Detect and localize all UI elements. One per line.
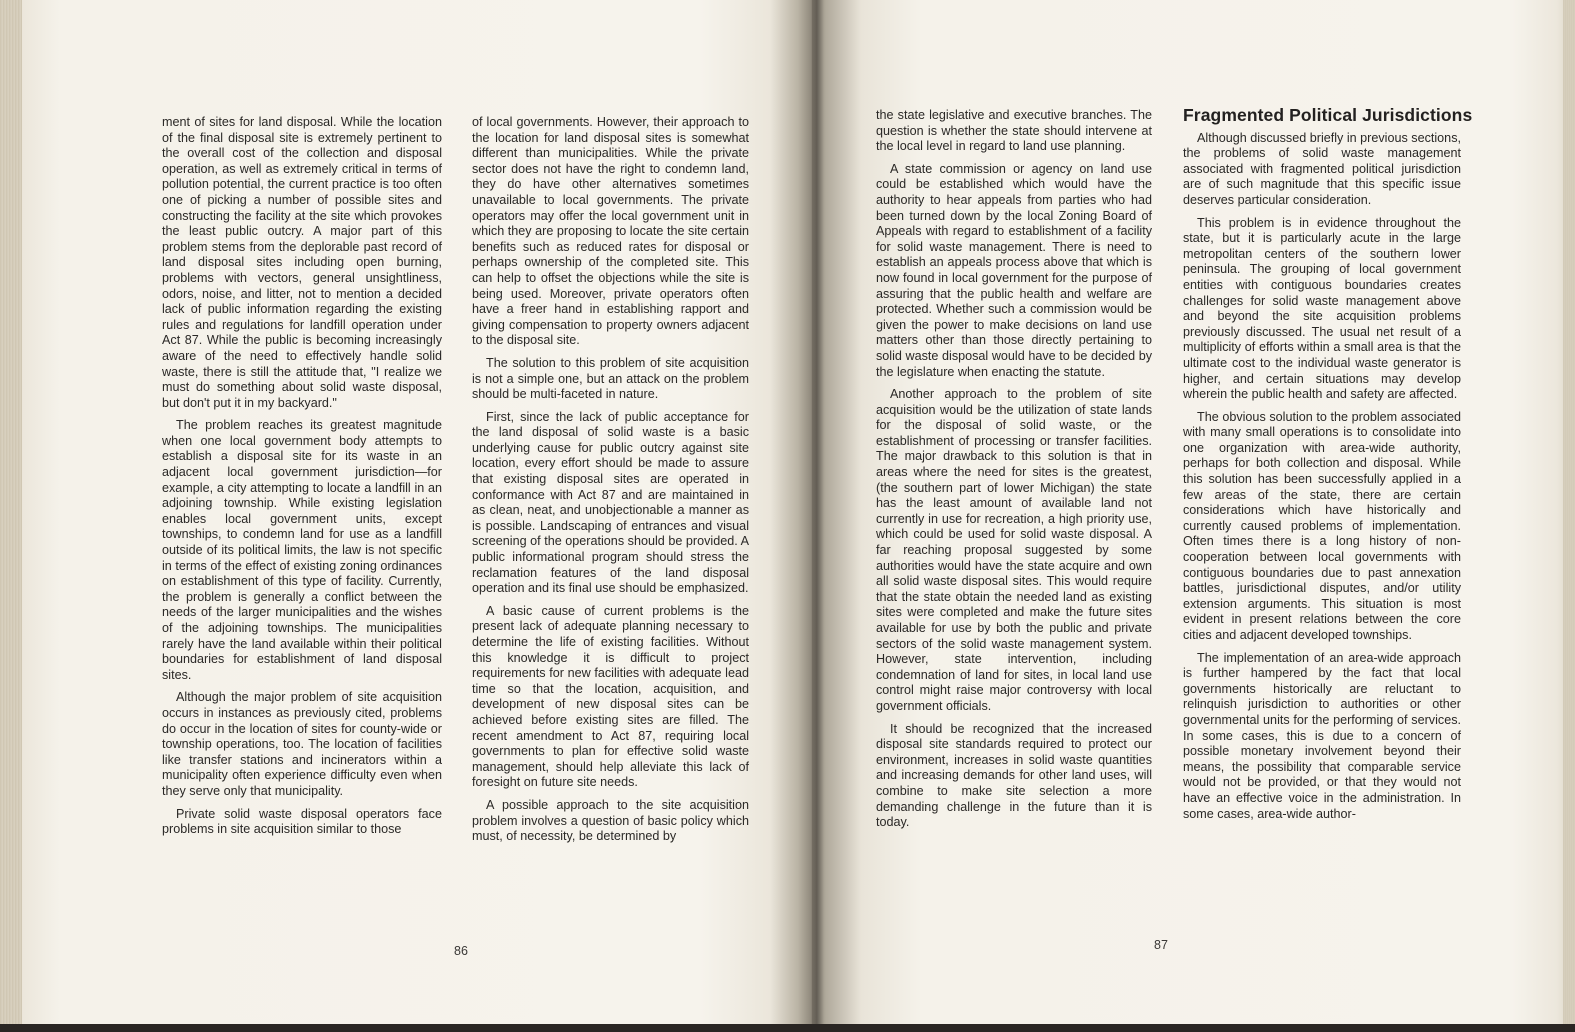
right-page — [812, 0, 1575, 1032]
page-edge-stack — [0, 0, 22, 1032]
paragraph: The obvious solution to the problem associated with many small operations is to consolidate into one organization with area-wide authority, perhaps for both collection and disposal. While this solution has been successfully applied in a few areas of the state, there are certain considerations which have historically and currently caused problems of implementation. Often times there is a long history of non-cooperation between local governments with contiguous boundaries due to past annexation battles, jurisdictional disputes, and/or utility extension arguments. This situation is most evident in present relations between the core cities and adjacent developed townships. — [1183, 409, 1461, 642]
paragraph: Another approach to the problem of site acquisition would be the utilization of state lands for the disposal of solid waste, or the establishment of processing or transfer facilities. The major drawback to this solution is that in areas where the need for sites is the greatest, (the southern part of lower Michigan) the state has the least amount of available land not currently in use for recreation, a high priority use, which could be used for solid waste disposal. A far reaching proposal suggested by some authorities would have the state acquire and own all solid waste disposal sites. This would require that the state obtain the needed land as existing sites were completed and make the future sites available for use by both the public and private sectors of the solid waste management system. However, state intervention, including condemnation of land for sites, in local land use control might raise major controversy with local government officials. — [876, 387, 1152, 713]
paragraph: A basic cause of current problems is the present lack of adequate planning necessary to determine the life of existing facilities. Without this knowledge it is difficult to project requirements for new facilities with adequate lead time so that the location, acquisition, and development of new disposal sites can be achieved before existing sites are filled. The recent amendment to Act 87, requiring local governments to plan for effective solid waste management, should help alleviate this lack of foresight on future site needs. — [472, 603, 749, 790]
paragraph: the state legislative and executive branches. The question is whether the state should intervene at the local level in regard to land use planning. — [876, 108, 1152, 154]
section-heading: Fragmented Political Jurisdictions — [1183, 105, 1473, 125]
paragraph: A state commission or agency on land use could be established which would have the authority to hear appeals from parties who had been turned down by the local Zoning Board of Appeals with regard to establishment of a facility for solid waste management. There is need to establish an appeals process above that which is now found in local government for the purpose of assuring that the public health and welfare are protected. Whether such a commission would be given the power to make decisions on land use matters other than those directly pertaining to solid waste disposal would have to be decided by the legislature when enacting the statute. — [876, 161, 1152, 379]
paragraph: This problem is in evidence throughout the state, but it is particularly acute in the large metropolitan centers of the southern lower peninsula. The grouping of local government entities with contiguous boundaries creates challenges for solid waste management above and beyond the site acquisition problems previously discussed. The usual net result of a multiplicity of efforts within a small area is that the ultimate cost to the individual waste generator is higher, and certain situations may develop wherein the public health and safety are affected. — [1183, 215, 1461, 402]
right-page-column-2 — [1183, 105, 1473, 829]
paragraph: Although the major problem of site acquisition occurs in instances as previously cited, problems do occur in the location of sites for county-wide or township operations, too. The location of facilities like transfer stations and incinerators within a municipality often experience difficulty even when they serve only that municipality. — [162, 690, 442, 798]
left-page-column-1 — [162, 115, 442, 845]
left-page-column-2 — [472, 115, 749, 852]
page-edge-stack — [1563, 0, 1575, 1032]
page-number: 87 — [1154, 938, 1168, 952]
paragraph: ment of sites for land disposal. While the location of the final disposal site is extremely pertinent to the overall cost of the collection and disposal operation, as well as extremely critical in terms of pollution potential, the current practice is too often one of picking a number of possible sites and constructing the facility at the site which provokes the least public outcry. A major part of this problem stems from the deplorable past record of land disposal sites including open burning, problems with vectors, general unsightliness, odors, noise, and litter, not to mention a decided lack of public information regarding the existing rules and regulations for landfill operation under Act 87. While the public is becoming increasingly aware of the need to effectively handle solid waste, there is still the attitude that, "I realize we must do something about solid waste disposal, but don't put it in my backyard." — [162, 115, 442, 410]
paragraph: It should be recognized that the increased disposal site standards required to protect our environment, increases in solid waste quantities and increasing demands for other land uses, will combine to make site selection a more demanding challenge in the future than it is today. — [876, 721, 1152, 830]
paragraph: Private solid waste disposal operators face problems in site acquisition similar to those — [162, 806, 442, 837]
page-bottom-edge — [0, 1024, 1575, 1032]
paragraph: The implementation of an area-wide approach is further hampered by the fact that local governments historically are reluctant to relinquish jurisdiction to authorities or other governmental units for the performing of services. In some cases, this is due to a concern of possible monetary involvement beyond their means, the possibility that comparable service would not be provided, or that they would not have an effective voice in the administration. In some cases, area-wide author- — [1183, 650, 1461, 821]
paragraph: The solution to this problem of site acquisition is not a simple one, but an attack on the problem should be multi-faceted in nature. — [472, 355, 749, 402]
paragraph: First, since the lack of public acceptance for the land disposal of solid waste is a basic underlying cause for public outcry against site location, every effort should be made to assure that existing disposal sites are operated in conformance with Act 87 and are maintained in as clean, neat, and unobjectionable a manner as is possible. Landscaping of entrances and visual screening of the operations should be provided. A public informational program should stress the reclamation features of the land disposal operation and its final use should be emphasized. — [472, 409, 749, 596]
paragraph: The problem reaches its greatest magnitude when one local government body attempts to establish a disposal site for its waste in an adjacent local government jurisdiction—for example, a city attempting to locate a landfill in an adjoining township. While existing legislation enables local government units, except townships, to condemn land for use as a landfill outside of its political limits, the law is not specific in terms of the effect of existing zoning ordinances on establishment of this type of facility. Currently, the problem is generally a conflict between the needs of the larger municipalities and the wishes of the adjoining townships. The municipalities rarely have the land available within their political boundaries for establishment of land disposal sites. — [162, 418, 442, 682]
paragraph: A possible approach to the site acquisition problem involves a question of basic policy which must, of necessity, be determined by — [472, 797, 749, 844]
page-number: 86 — [454, 944, 468, 958]
paragraph: Although discussed briefly in previous sections, the problems of solid waste management associated with fragmented political jurisdiction are of such magnitude that this specific issue deserves particular consideration. — [1183, 130, 1461, 207]
right-page-column-1 — [876, 108, 1152, 838]
paragraph: of local governments. However, their approach to the location for land disposal sites is somewhat different than municipalities. While the private sector does not have the right to condemn land, they do have other alternatives sometimes unavailable to local governments. The private operators may offer the local government unit in which they are proposing to locate the site certain benefits such as reduced rates for disposal or perhaps ownership of the completed site. This can help to offset the objections while the site is being used. Moreover, private operators often have a freer hand in establishing rapport and giving compensation to property owners adjacent to the disposal site. — [472, 115, 749, 348]
